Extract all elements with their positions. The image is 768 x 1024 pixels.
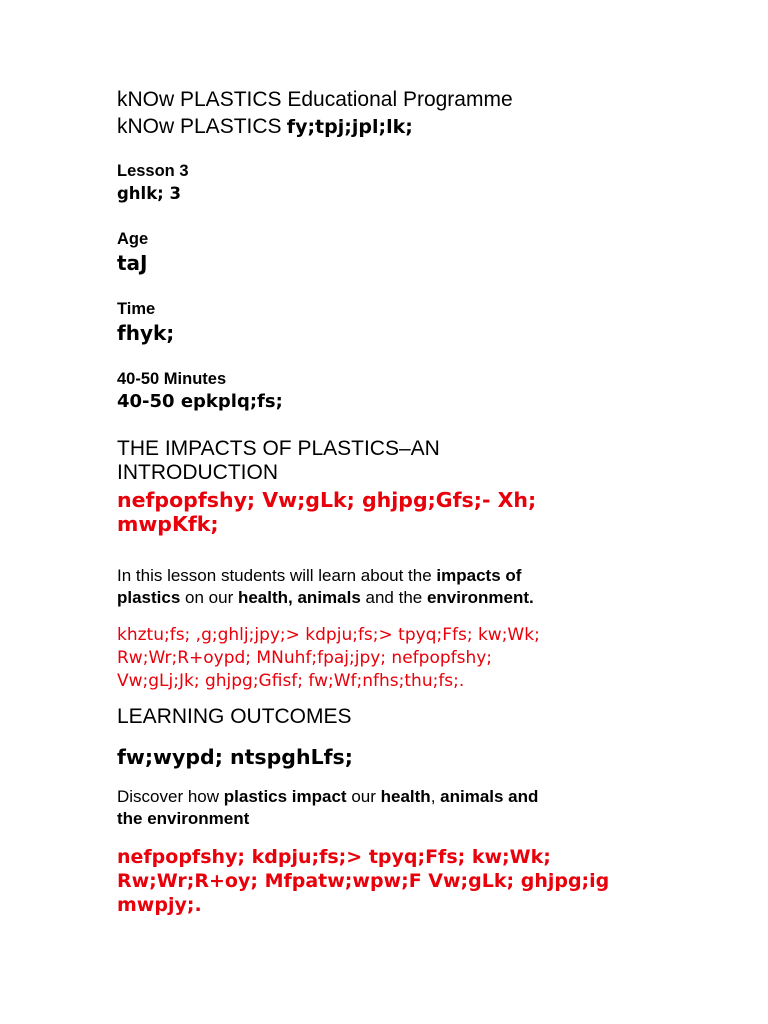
title-line2 xyxy=(117,114,413,139)
outcomes-paragraph-ta-line: mwpjy;. xyxy=(117,894,202,916)
outcomes-paragraph-ta-line: nefpopfshy; kdpju;fs;> tpyq;Ffs; kw;Wk; xyxy=(117,846,551,868)
intro-heading-line1: THE IMPACTS OF PLASTICS–AN xyxy=(117,437,440,460)
intro-bold: environment. xyxy=(426,588,534,607)
title-line1: kNOw PLASTICS Educational Programme xyxy=(117,88,513,111)
duration-value: 40-50 Minutes xyxy=(117,370,227,388)
outcomes-bold: the environment xyxy=(117,809,250,828)
age-label-ta: taJ xyxy=(117,251,148,275)
title-line2-ta: fy;tpj;jpl;lk; xyxy=(286,116,413,138)
intro-paragraph-ta-line: Vw;gLj;Jk; ghjpg;Gfisf; fw;Wf;nfhs;thu;fs;. xyxy=(117,671,465,691)
lesson-label: Lesson 3 xyxy=(117,162,189,180)
outcomes-bold: animals and xyxy=(440,787,539,806)
intro-bold: plastics xyxy=(117,588,181,607)
outcomes-bold: health xyxy=(380,787,431,806)
outcomes-heading: LEARNING OUTCOMES xyxy=(117,705,352,728)
intro-paragraph-ta-line: khztu;fs; ,g;ghlj;jpy;> kdpju;fs;> tpyq;Ffs; kw;Wk; xyxy=(117,625,540,645)
outcomes-heading-ta: fw;wypd; ntspghLfs; xyxy=(117,745,353,769)
intro-heading-line2: INTRODUCTION xyxy=(117,461,278,484)
intro-paragraph xyxy=(117,565,534,609)
time-label-ta: fhyk; xyxy=(117,321,175,345)
intro-text: In this lesson students will learn about the xyxy=(117,566,437,585)
outcomes-text: , xyxy=(430,787,441,806)
age-label: Age xyxy=(117,230,149,248)
intro-text: on our xyxy=(180,588,238,607)
intro-paragraph-ta xyxy=(117,624,540,693)
time-label: Time xyxy=(117,300,156,318)
outcomes-bold: plastics impact xyxy=(223,787,347,806)
outcomes-paragraph-ta-line: Rw;Wr;R+oy; Mfpatw;wpw;F Vw;gLk; ghjpg;ig xyxy=(117,870,610,892)
intro-heading-ta-line1: nefpopfshy; Vw;gLk; ghjpg;Gfs;- Xh; xyxy=(117,488,537,512)
intro-text: and the xyxy=(360,588,427,607)
outcomes-paragraph xyxy=(117,786,538,830)
intro-bold: impacts of xyxy=(436,566,522,585)
intro-paragraph-ta-line: Rw;Wr;R+oypd; MNuhf;fpaj;jpy; nefpopfshy; xyxy=(117,648,493,668)
outcomes-text: our xyxy=(346,787,381,806)
outcomes-text: Discover how xyxy=(117,787,224,806)
intro-heading-ta-line2: mwpKfk; xyxy=(117,512,219,536)
duration-value-ta: 40-50 epkplq;fs; xyxy=(117,391,283,412)
intro-bold: health, animals xyxy=(237,588,361,607)
title-line2-en: kNOw PLASTICS xyxy=(117,115,282,138)
lesson-label-ta: ghlk; 3 xyxy=(117,184,182,203)
outcomes-paragraph-ta xyxy=(117,845,609,917)
